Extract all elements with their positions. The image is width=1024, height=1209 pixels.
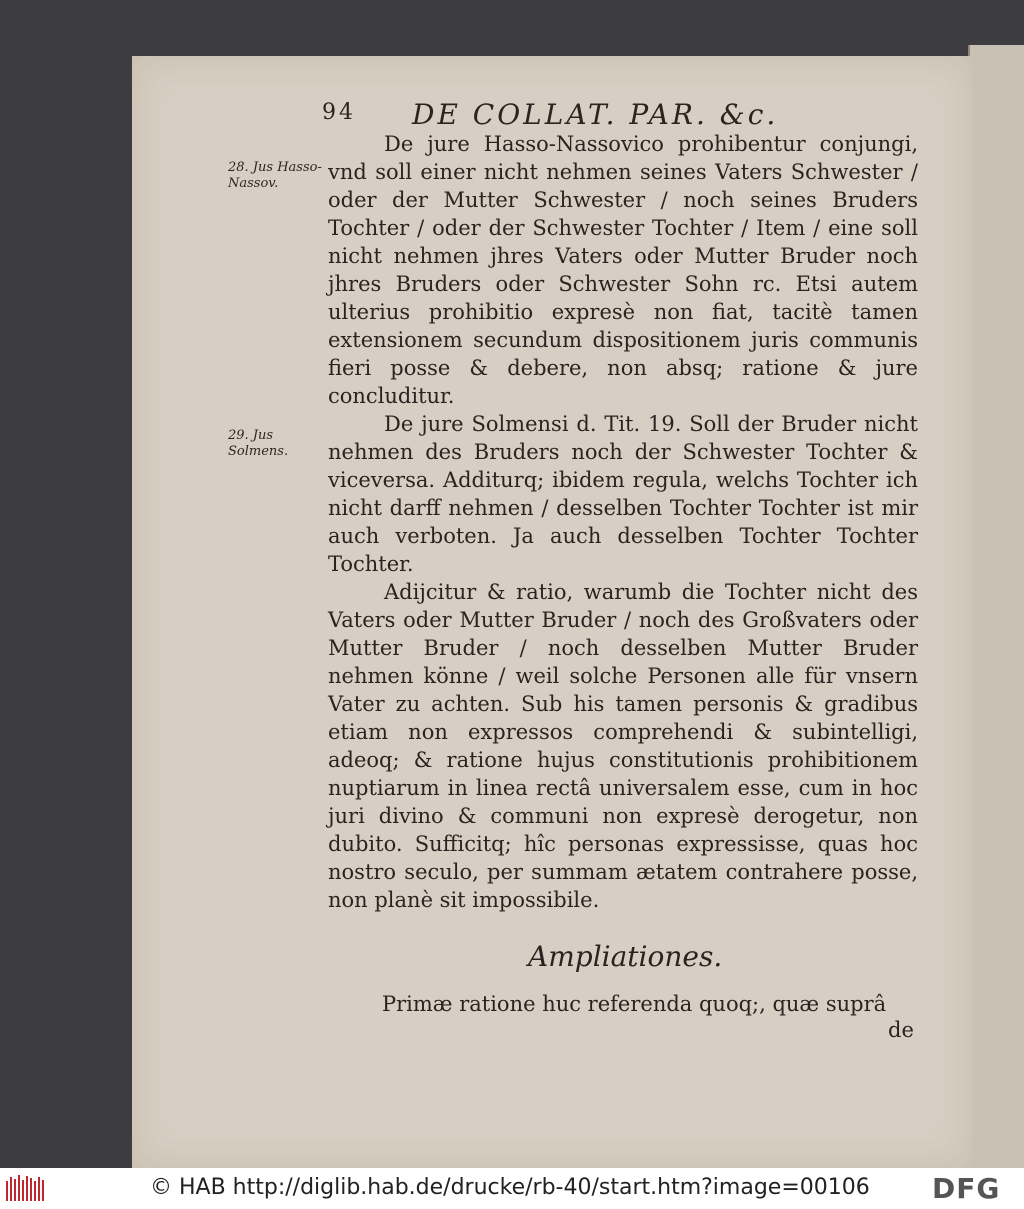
catchword: de (888, 1018, 914, 1042)
adjacent-page-edge (968, 45, 1024, 1168)
page-number: 94 (322, 100, 356, 125)
page-header (322, 98, 882, 132)
paragraph-3: Adijcitur & ratio, warumb die Tochter nicht des Vaters oder Mutter Bruder / noch des Großvaters oder Mutter Bruder / noch desselben Mutter Bruder nehmen könne / weil solche Personen alle für vnsern Vater zu achten. Sub his tamen personis & gradibus etiam non expressos comprehendi & subintelligi, adeoq; & ratione hujus constitutionis prohibitionem nuptiarum in linea rectâ universalem esse, cum in hoc juri divino & communi non expresè derogetur, non dubito. Sufficitq; hîc personas expressisse, quas hoc nostro seculo, per summam ætatem contrahere posse, non planè sit impossibile. (328, 580, 918, 912)
last-line: Primæ ratione huc referenda quoq;, quæ suprâ (382, 992, 887, 1016)
margin-note-29: 29. Jus Solmens. (228, 428, 289, 459)
section-heading: Ampliationes. (528, 940, 723, 973)
page-body (328, 130, 918, 914)
running-head: DE COLLAT. PAR. &c. (412, 98, 779, 131)
paragraph-2: De jure Solmensi d. Tit. 19. Soll der Bruder nicht nehmen des Bruders noch der Schwester Tochter & viceversa. Additurq; ibidem regula, welchs Tochter ich nicht darff nehmen / desselben Tochter Tochter ist mir auch verboten. Ja auch desselben Tochter Tochter Tochter. (328, 412, 918, 576)
dfg-logo: DFG (932, 1172, 1001, 1205)
hab-barcode-logo-icon (6, 1175, 44, 1203)
margin-note-28: 28. Jus Hasso-Nassov. (228, 160, 322, 191)
paragraph-1: De jure Hasso-Nassovico prohibentur conjungi, vnd soll einer nicht nehmen seines Vaters Schwester / oder der Mutter Schwester / noch seines Bruders Tochter / oder der Schwester Tochter / Item / eine soll nicht nehmen jhres Vaters oder Mutter Bruder noch jhres Bruders oder Schwester Sohn rc. Etsi autem ulterius prohibitio expresè non fiat, tacitè tamen extensionem secundum dispositionem juris communis fieri posse & debere, non absq; ratione & jure concluditur. (328, 132, 918, 408)
source-link[interactable]: © HAB http://diglib.hab.de/drucke/rb-40/start.htm?image=00106 (150, 1175, 870, 1200)
book-page (132, 56, 972, 1168)
footer-bar (0, 1168, 1024, 1209)
